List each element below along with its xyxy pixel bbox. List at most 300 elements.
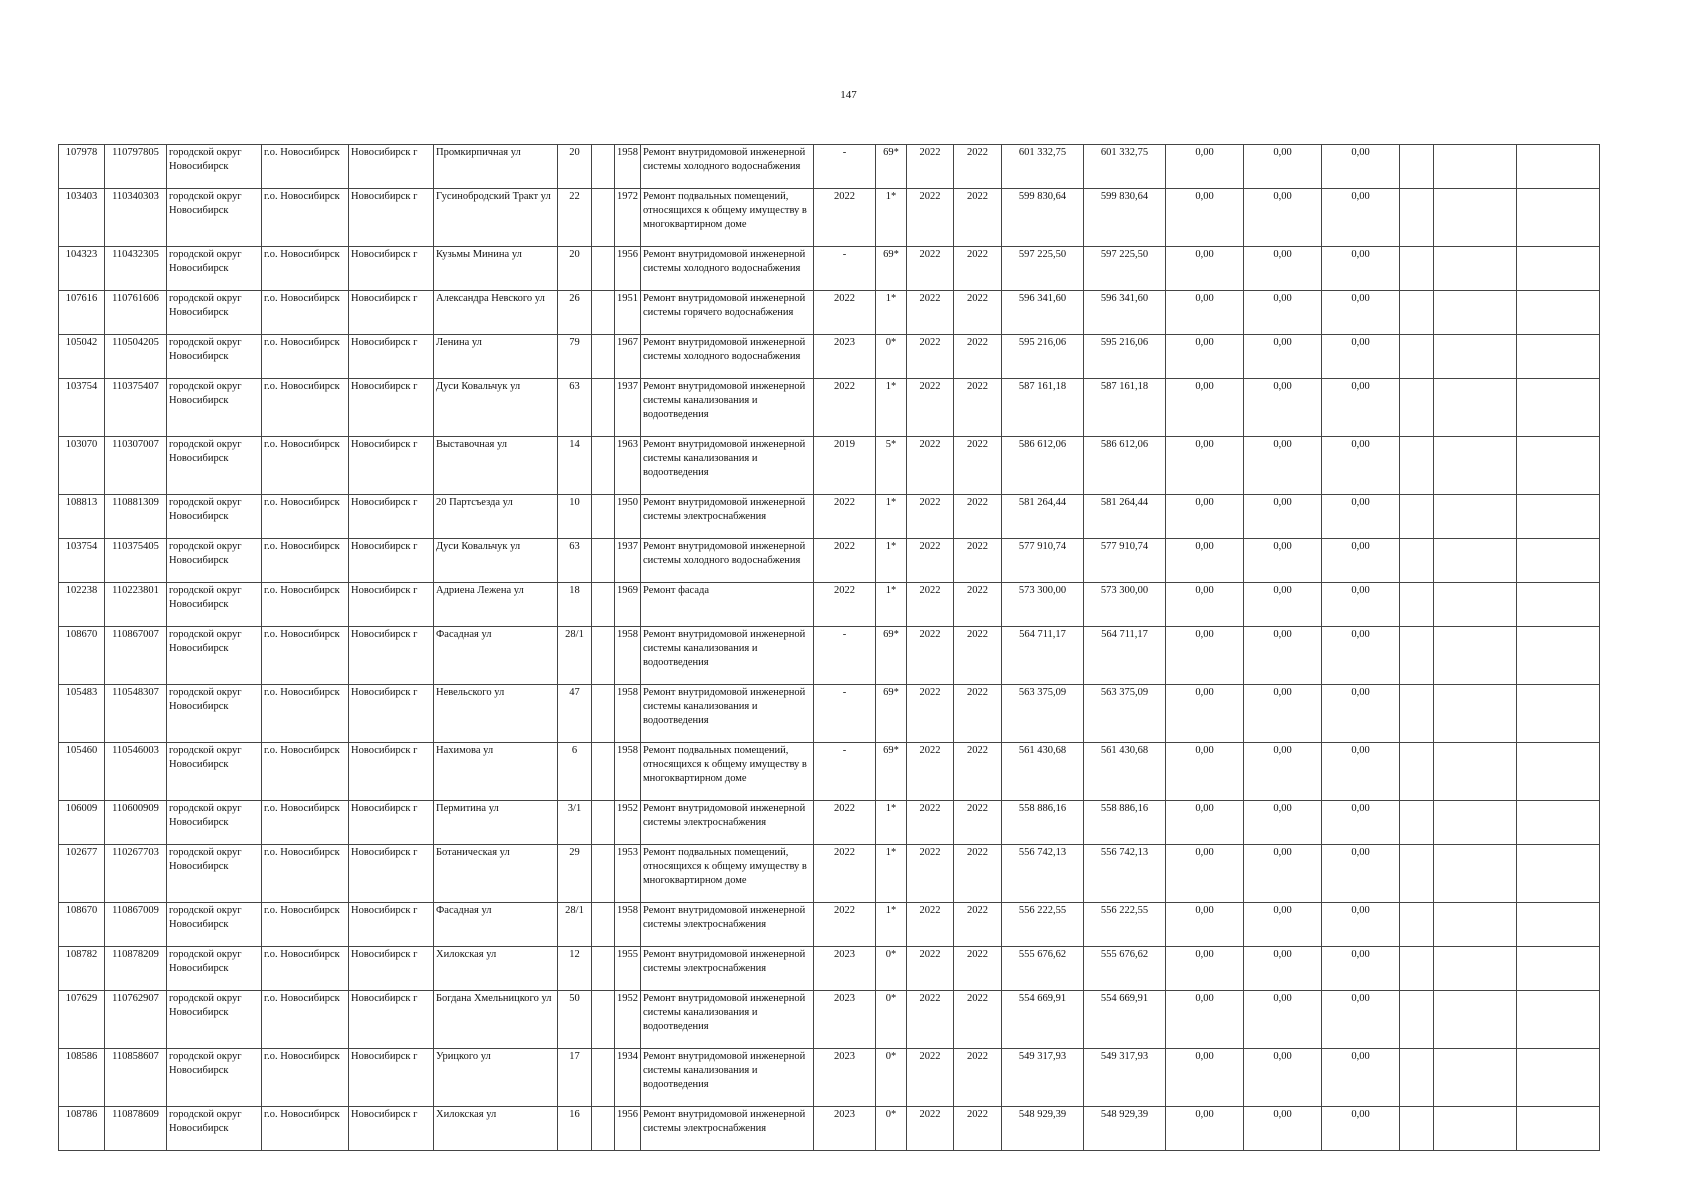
empty-cell bbox=[1434, 583, 1517, 627]
house-number-cell: 29 bbox=[558, 845, 592, 903]
object-id-cell: 102238 bbox=[59, 583, 105, 627]
street-cell: Урицкого ул bbox=[434, 1049, 558, 1107]
work-type-cell: Ремонт внутридомовой инженерной системы канализования и водоотведения bbox=[641, 437, 814, 495]
house-number-cell: 26 bbox=[558, 291, 592, 335]
plan-start-cell: 2022 bbox=[907, 145, 954, 189]
empty-cell bbox=[592, 801, 615, 845]
cost-total-cell: 558 886,16 bbox=[1002, 801, 1084, 845]
cost-c-cell: 0,00 bbox=[1322, 743, 1400, 801]
work-type-cell: Ремонт внутридомовой инженерной системы канализования и водоотведения bbox=[641, 991, 814, 1049]
house-number-cell: 18 bbox=[558, 583, 592, 627]
work-type-cell: Ремонт внутридомовой инженерной системы канализования и водоотведения bbox=[641, 685, 814, 743]
wear-cell: 1* bbox=[876, 583, 907, 627]
work-type-cell: Ремонт внутридомовой инженерной системы электроснабжения bbox=[641, 801, 814, 845]
district-cell: городской округ Новосибирск bbox=[167, 903, 262, 947]
empty-cell bbox=[1517, 145, 1600, 189]
cost-total-cell: 555 676,62 bbox=[1002, 947, 1084, 991]
house-number-cell: 10 bbox=[558, 495, 592, 539]
work-type-cell: Ремонт внутридомовой инженерной системы холодного водоснабжения bbox=[641, 539, 814, 583]
empty-cell bbox=[1434, 991, 1517, 1049]
object-id-cell: 102677 bbox=[59, 845, 105, 903]
cost-b-cell: 0,00 bbox=[1244, 627, 1322, 685]
cost-b-cell: 0,00 bbox=[1244, 845, 1322, 903]
plan-end-cell: 2022 bbox=[954, 495, 1002, 539]
empty-cell bbox=[1517, 947, 1600, 991]
cost-fund-cell: 556 742,13 bbox=[1084, 845, 1166, 903]
last-repair-cell: 2022 bbox=[814, 801, 876, 845]
work-code-cell: 110600909 bbox=[105, 801, 167, 845]
cost-fund-cell: 587 161,18 bbox=[1084, 379, 1166, 437]
wear-cell: 1* bbox=[876, 845, 907, 903]
house-number-cell: 28/1 bbox=[558, 903, 592, 947]
work-type-cell: Ремонт внутридомовой инженерной системы электроснабжения bbox=[641, 947, 814, 991]
settlement-cell: Новосибирск г bbox=[349, 801, 434, 845]
last-repair-cell: 2023 bbox=[814, 947, 876, 991]
district-cell: городской округ Новосибирск bbox=[167, 437, 262, 495]
work-type-cell: Ремонт подвальных помещений, относящихся к общему имуществу в многоквартирном доме bbox=[641, 845, 814, 903]
cost-b-cell: 0,00 bbox=[1244, 583, 1322, 627]
year-built-cell: 1956 bbox=[615, 1107, 641, 1151]
cost-fund-cell: 558 886,16 bbox=[1084, 801, 1166, 845]
empty-cell bbox=[1517, 379, 1600, 437]
cost-total-cell: 577 910,74 bbox=[1002, 539, 1084, 583]
empty-cell bbox=[1517, 189, 1600, 247]
cost-fund-cell: 599 830,64 bbox=[1084, 189, 1166, 247]
table-row bbox=[59, 437, 1600, 495]
cost-total-cell: 597 225,50 bbox=[1002, 247, 1084, 291]
empty-cell bbox=[1434, 903, 1517, 947]
empty-cell bbox=[1434, 335, 1517, 379]
municipality-cell: г.о. Новосибирск bbox=[262, 145, 349, 189]
wear-cell: 69* bbox=[876, 145, 907, 189]
empty-cell bbox=[1400, 335, 1434, 379]
cost-a-cell: 0,00 bbox=[1166, 991, 1244, 1049]
empty-cell bbox=[1517, 291, 1600, 335]
work-type-cell: Ремонт внутридомовой инженерной системы холодного водоснабжения bbox=[641, 145, 814, 189]
empty-cell bbox=[592, 1049, 615, 1107]
year-built-cell: 1958 bbox=[615, 145, 641, 189]
year-built-cell: 1967 bbox=[615, 335, 641, 379]
plan-start-cell: 2022 bbox=[907, 845, 954, 903]
house-number-cell: 17 bbox=[558, 1049, 592, 1107]
street-cell: Дуси Ковальчук ул bbox=[434, 379, 558, 437]
cost-b-cell: 0,00 bbox=[1244, 247, 1322, 291]
district-cell: городской округ Новосибирск bbox=[167, 947, 262, 991]
empty-cell bbox=[1517, 991, 1600, 1049]
empty-cell bbox=[592, 189, 615, 247]
object-id-cell: 105042 bbox=[59, 335, 105, 379]
last-repair-cell: 2022 bbox=[814, 539, 876, 583]
municipality-cell: г.о. Новосибирск bbox=[262, 845, 349, 903]
empty-cell bbox=[1517, 495, 1600, 539]
empty-cell bbox=[1434, 1107, 1517, 1151]
cost-c-cell: 0,00 bbox=[1322, 685, 1400, 743]
cost-a-cell: 0,00 bbox=[1166, 145, 1244, 189]
settlement-cell: Новосибирск г bbox=[349, 685, 434, 743]
work-code-cell: 110878609 bbox=[105, 1107, 167, 1151]
empty-cell bbox=[592, 291, 615, 335]
table-row bbox=[59, 189, 1600, 247]
empty-cell bbox=[1400, 801, 1434, 845]
last-repair-cell: 2022 bbox=[814, 189, 876, 247]
street-cell: Пермитина ул bbox=[434, 801, 558, 845]
cost-a-cell: 0,00 bbox=[1166, 291, 1244, 335]
cost-c-cell: 0,00 bbox=[1322, 903, 1400, 947]
plan-end-cell: 2022 bbox=[954, 1107, 1002, 1151]
empty-cell bbox=[1400, 685, 1434, 743]
cost-b-cell: 0,00 bbox=[1244, 145, 1322, 189]
settlement-cell: Новосибирск г bbox=[349, 1049, 434, 1107]
cost-total-cell: 586 612,06 bbox=[1002, 437, 1084, 495]
municipality-cell: г.о. Новосибирск bbox=[262, 1107, 349, 1151]
plan-start-cell: 2022 bbox=[907, 495, 954, 539]
table-row bbox=[59, 583, 1600, 627]
house-number-cell: 20 bbox=[558, 145, 592, 189]
municipality-cell: г.о. Новосибирск bbox=[262, 743, 349, 801]
table-row bbox=[59, 991, 1600, 1049]
settlement-cell: Новосибирск г bbox=[349, 947, 434, 991]
work-type-cell: Ремонт внутридомовой инженерной системы электроснабжения bbox=[641, 903, 814, 947]
cost-a-cell: 0,00 bbox=[1166, 1049, 1244, 1107]
empty-cell bbox=[1517, 437, 1600, 495]
plan-end-cell: 2022 bbox=[954, 903, 1002, 947]
settlement-cell: Новосибирск г bbox=[349, 627, 434, 685]
empty-cell bbox=[1517, 247, 1600, 291]
settlement-cell: Новосибирск г bbox=[349, 145, 434, 189]
plan-end-cell: 2022 bbox=[954, 801, 1002, 845]
plan-end-cell: 2022 bbox=[954, 845, 1002, 903]
plan-start-cell: 2022 bbox=[907, 437, 954, 495]
cost-b-cell: 0,00 bbox=[1244, 495, 1322, 539]
wear-cell: 0* bbox=[876, 1107, 907, 1151]
empty-cell bbox=[1400, 495, 1434, 539]
cost-a-cell: 0,00 bbox=[1166, 437, 1244, 495]
street-cell: Фасадная ул bbox=[434, 627, 558, 685]
empty-cell bbox=[1517, 845, 1600, 903]
cost-b-cell: 0,00 bbox=[1244, 743, 1322, 801]
empty-cell bbox=[1400, 291, 1434, 335]
plan-end-cell: 2022 bbox=[954, 189, 1002, 247]
year-built-cell: 1958 bbox=[615, 743, 641, 801]
empty-cell bbox=[592, 685, 615, 743]
empty-cell bbox=[1434, 743, 1517, 801]
plan-end-cell: 2022 bbox=[954, 437, 1002, 495]
year-built-cell: 1963 bbox=[615, 437, 641, 495]
year-built-cell: 1969 bbox=[615, 583, 641, 627]
last-repair-cell: 2022 bbox=[814, 495, 876, 539]
year-built-cell: 1952 bbox=[615, 801, 641, 845]
work-code-cell: 110878209 bbox=[105, 947, 167, 991]
plan-start-cell: 2022 bbox=[907, 539, 954, 583]
work-code-cell: 110375407 bbox=[105, 379, 167, 437]
cost-c-cell: 0,00 bbox=[1322, 379, 1400, 437]
object-id-cell: 108586 bbox=[59, 1049, 105, 1107]
work-code-cell: 110867007 bbox=[105, 627, 167, 685]
cost-fund-cell: 554 669,91 bbox=[1084, 991, 1166, 1049]
settlement-cell: Новосибирск г bbox=[349, 845, 434, 903]
house-number-cell: 3/1 bbox=[558, 801, 592, 845]
wear-cell: 0* bbox=[876, 947, 907, 991]
table-row bbox=[59, 845, 1600, 903]
cost-b-cell: 0,00 bbox=[1244, 189, 1322, 247]
house-number-cell: 16 bbox=[558, 1107, 592, 1151]
cost-c-cell: 0,00 bbox=[1322, 145, 1400, 189]
object-id-cell: 103403 bbox=[59, 189, 105, 247]
empty-cell bbox=[1434, 247, 1517, 291]
year-built-cell: 1952 bbox=[615, 991, 641, 1049]
empty-cell bbox=[1434, 627, 1517, 685]
work-code-cell: 110546003 bbox=[105, 743, 167, 801]
district-cell: городской округ Новосибирск bbox=[167, 145, 262, 189]
cost-c-cell: 0,00 bbox=[1322, 1049, 1400, 1107]
table-row bbox=[59, 335, 1600, 379]
empty-cell bbox=[592, 903, 615, 947]
cost-a-cell: 0,00 bbox=[1166, 845, 1244, 903]
cost-c-cell: 0,00 bbox=[1322, 583, 1400, 627]
work-type-cell: Ремонт внутридомовой инженерной системы канализования и водоотведения bbox=[641, 1049, 814, 1107]
cost-fund-cell: 561 430,68 bbox=[1084, 743, 1166, 801]
empty-cell bbox=[1517, 743, 1600, 801]
work-type-cell: Ремонт внутридомовой инженерной системы канализования и водоотведения bbox=[641, 627, 814, 685]
cost-a-cell: 0,00 bbox=[1166, 335, 1244, 379]
cost-b-cell: 0,00 bbox=[1244, 437, 1322, 495]
empty-cell bbox=[1434, 801, 1517, 845]
house-number-cell: 79 bbox=[558, 335, 592, 379]
plan-end-cell: 2022 bbox=[954, 991, 1002, 1049]
cost-a-cell: 0,00 bbox=[1166, 583, 1244, 627]
empty-cell bbox=[592, 539, 615, 583]
work-type-cell: Ремонт подвальных помещений, относящихся к общему имуществу в многоквартирном доме bbox=[641, 189, 814, 247]
empty-cell bbox=[1400, 437, 1434, 495]
plan-start-cell: 2022 bbox=[907, 627, 954, 685]
street-cell: Александра Невского ул bbox=[434, 291, 558, 335]
empty-cell bbox=[592, 145, 615, 189]
municipality-cell: г.о. Новосибирск bbox=[262, 437, 349, 495]
cost-b-cell: 0,00 bbox=[1244, 335, 1322, 379]
cost-fund-cell: 563 375,09 bbox=[1084, 685, 1166, 743]
work-type-cell: Ремонт внутридомовой инженерной системы канализования и водоотведения bbox=[641, 379, 814, 437]
cost-c-cell: 0,00 bbox=[1322, 495, 1400, 539]
empty-cell bbox=[1400, 903, 1434, 947]
cost-b-cell: 0,00 bbox=[1244, 947, 1322, 991]
cost-total-cell: 548 929,39 bbox=[1002, 1107, 1084, 1151]
empty-cell bbox=[1434, 947, 1517, 991]
cost-a-cell: 0,00 bbox=[1166, 801, 1244, 845]
street-cell: Богдана Хмельницкого ул bbox=[434, 991, 558, 1049]
street-cell: Выставочная ул bbox=[434, 437, 558, 495]
municipality-cell: г.о. Новосибирск bbox=[262, 583, 349, 627]
plan-start-cell: 2022 bbox=[907, 991, 954, 1049]
last-repair-cell: 2023 bbox=[814, 1049, 876, 1107]
plan-start-cell: 2022 bbox=[907, 743, 954, 801]
cost-fund-cell: 601 332,75 bbox=[1084, 145, 1166, 189]
house-number-cell: 20 bbox=[558, 247, 592, 291]
cost-c-cell: 0,00 bbox=[1322, 1107, 1400, 1151]
street-cell: Фасадная ул bbox=[434, 903, 558, 947]
work-type-cell: Ремонт внутридомовой инженерной системы холодного водоснабжения bbox=[641, 335, 814, 379]
district-cell: городской округ Новосибирск bbox=[167, 379, 262, 437]
object-id-cell: 108670 bbox=[59, 903, 105, 947]
table-row bbox=[59, 801, 1600, 845]
last-repair-cell: - bbox=[814, 743, 876, 801]
empty-cell bbox=[1434, 291, 1517, 335]
municipality-cell: г.о. Новосибирск bbox=[262, 991, 349, 1049]
empty-cell bbox=[592, 495, 615, 539]
cost-total-cell: 573 300,00 bbox=[1002, 583, 1084, 627]
plan-end-cell: 2022 bbox=[954, 539, 1002, 583]
cost-total-cell: 556 222,55 bbox=[1002, 903, 1084, 947]
cost-a-cell: 0,00 bbox=[1166, 685, 1244, 743]
district-cell: городской округ Новосибирск bbox=[167, 801, 262, 845]
empty-cell bbox=[1434, 1049, 1517, 1107]
plan-start-cell: 2022 bbox=[907, 1107, 954, 1151]
district-cell: городской округ Новосибирск bbox=[167, 627, 262, 685]
wear-cell: 69* bbox=[876, 247, 907, 291]
object-id-cell: 103070 bbox=[59, 437, 105, 495]
empty-cell bbox=[1400, 379, 1434, 437]
district-cell: городской округ Новосибирск bbox=[167, 247, 262, 291]
cost-total-cell: 549 317,93 bbox=[1002, 1049, 1084, 1107]
municipality-cell: г.о. Новосибирск bbox=[262, 495, 349, 539]
plan-start-cell: 2022 bbox=[907, 801, 954, 845]
municipality-cell: г.о. Новосибирск bbox=[262, 947, 349, 991]
empty-cell bbox=[1517, 539, 1600, 583]
work-type-cell: Ремонт внутридомовой инженерной системы горячего водоснабжения bbox=[641, 291, 814, 335]
object-id-cell: 108786 bbox=[59, 1107, 105, 1151]
empty-cell bbox=[592, 627, 615, 685]
cost-fund-cell: 581 264,44 bbox=[1084, 495, 1166, 539]
cost-total-cell: 556 742,13 bbox=[1002, 845, 1084, 903]
municipality-cell: г.о. Новосибирск bbox=[262, 189, 349, 247]
district-cell: городской округ Новосибирск bbox=[167, 495, 262, 539]
cost-c-cell: 0,00 bbox=[1322, 991, 1400, 1049]
cost-a-cell: 0,00 bbox=[1166, 247, 1244, 291]
street-cell: Невельского ул bbox=[434, 685, 558, 743]
wear-cell: 1* bbox=[876, 801, 907, 845]
object-id-cell: 103754 bbox=[59, 539, 105, 583]
empty-cell bbox=[1434, 495, 1517, 539]
wear-cell: 1* bbox=[876, 379, 907, 437]
settlement-cell: Новосибирск г bbox=[349, 1107, 434, 1151]
district-cell: городской округ Новосибирск bbox=[167, 743, 262, 801]
house-number-cell: 14 bbox=[558, 437, 592, 495]
municipality-cell: г.о. Новосибирск bbox=[262, 685, 349, 743]
last-repair-cell: 2023 bbox=[814, 991, 876, 1049]
cost-c-cell: 0,00 bbox=[1322, 845, 1400, 903]
house-number-cell: 63 bbox=[558, 539, 592, 583]
year-built-cell: 1958 bbox=[615, 685, 641, 743]
cost-total-cell: 595 216,06 bbox=[1002, 335, 1084, 379]
street-cell: Гусинобродский Тракт ул bbox=[434, 189, 558, 247]
empty-cell bbox=[1400, 189, 1434, 247]
settlement-cell: Новосибирск г bbox=[349, 583, 434, 627]
empty-cell bbox=[1400, 539, 1434, 583]
empty-cell bbox=[1400, 947, 1434, 991]
cost-c-cell: 0,00 bbox=[1322, 247, 1400, 291]
street-cell: Нахимова ул bbox=[434, 743, 558, 801]
work-type-cell: Ремонт внутридомовой инженерной системы электроснабжения bbox=[641, 1107, 814, 1151]
work-code-cell: 110761606 bbox=[105, 291, 167, 335]
district-cell: городской округ Новосибирск bbox=[167, 991, 262, 1049]
settlement-cell: Новосибирск г bbox=[349, 539, 434, 583]
cost-total-cell: 563 375,09 bbox=[1002, 685, 1084, 743]
settlement-cell: Новосибирск г bbox=[349, 991, 434, 1049]
municipality-cell: г.о. Новосибирск bbox=[262, 627, 349, 685]
street-cell: 20 Партсъезда ул bbox=[434, 495, 558, 539]
cost-c-cell: 0,00 bbox=[1322, 291, 1400, 335]
last-repair-cell: 2022 bbox=[814, 903, 876, 947]
plan-start-cell: 2022 bbox=[907, 189, 954, 247]
cost-fund-cell: 556 222,55 bbox=[1084, 903, 1166, 947]
street-cell: Хилокская ул bbox=[434, 947, 558, 991]
empty-cell bbox=[1517, 583, 1600, 627]
cost-c-cell: 0,00 bbox=[1322, 335, 1400, 379]
house-number-cell: 12 bbox=[558, 947, 592, 991]
object-id-cell: 107616 bbox=[59, 291, 105, 335]
cost-b-cell: 0,00 bbox=[1244, 801, 1322, 845]
street-cell: Кузьмы Минина ул bbox=[434, 247, 558, 291]
district-cell: городской округ Новосибирск bbox=[167, 1107, 262, 1151]
cost-b-cell: 0,00 bbox=[1244, 1049, 1322, 1107]
last-repair-cell: 2023 bbox=[814, 1107, 876, 1151]
district-cell: городской округ Новосибирск bbox=[167, 291, 262, 335]
last-repair-cell: - bbox=[814, 685, 876, 743]
street-cell: Хилокская ул bbox=[434, 1107, 558, 1151]
district-cell: городской округ Новосибирск bbox=[167, 189, 262, 247]
cost-fund-cell: 586 612,06 bbox=[1084, 437, 1166, 495]
plan-start-cell: 2022 bbox=[907, 379, 954, 437]
plan-start-cell: 2022 bbox=[907, 1049, 954, 1107]
last-repair-cell: - bbox=[814, 627, 876, 685]
wear-cell: 0* bbox=[876, 335, 907, 379]
cost-b-cell: 0,00 bbox=[1244, 903, 1322, 947]
cost-total-cell: 596 341,60 bbox=[1002, 291, 1084, 335]
table-row bbox=[59, 947, 1600, 991]
district-cell: городской округ Новосибирск bbox=[167, 335, 262, 379]
year-built-cell: 1956 bbox=[615, 247, 641, 291]
wear-cell: 1* bbox=[876, 539, 907, 583]
year-built-cell: 1937 bbox=[615, 539, 641, 583]
settlement-cell: Новосибирск г bbox=[349, 903, 434, 947]
wear-cell: 69* bbox=[876, 627, 907, 685]
cost-a-cell: 0,00 bbox=[1166, 495, 1244, 539]
cost-fund-cell: 596 341,60 bbox=[1084, 291, 1166, 335]
empty-cell bbox=[592, 437, 615, 495]
work-code-cell: 110858607 bbox=[105, 1049, 167, 1107]
year-built-cell: 1955 bbox=[615, 947, 641, 991]
wear-cell: 69* bbox=[876, 685, 907, 743]
empty-cell bbox=[1434, 379, 1517, 437]
cost-a-cell: 0,00 bbox=[1166, 947, 1244, 991]
page-number: 147 bbox=[840, 89, 857, 101]
empty-cell bbox=[1434, 437, 1517, 495]
last-repair-cell: 2019 bbox=[814, 437, 876, 495]
empty-cell bbox=[1517, 801, 1600, 845]
municipality-cell: г.о. Новосибирск bbox=[262, 291, 349, 335]
cost-total-cell: 554 669,91 bbox=[1002, 991, 1084, 1049]
wear-cell: 5* bbox=[876, 437, 907, 495]
plan-end-cell: 2022 bbox=[954, 583, 1002, 627]
cost-a-cell: 0,00 bbox=[1166, 189, 1244, 247]
cost-fund-cell: 555 676,62 bbox=[1084, 947, 1166, 991]
plan-end-cell: 2022 bbox=[954, 291, 1002, 335]
cost-b-cell: 0,00 bbox=[1244, 685, 1322, 743]
cost-fund-cell: 564 711,17 bbox=[1084, 627, 1166, 685]
settlement-cell: Новосибирск г bbox=[349, 379, 434, 437]
cost-total-cell: 581 264,44 bbox=[1002, 495, 1084, 539]
settlement-cell: Новосибирск г bbox=[349, 291, 434, 335]
work-code-cell: 110375405 bbox=[105, 539, 167, 583]
